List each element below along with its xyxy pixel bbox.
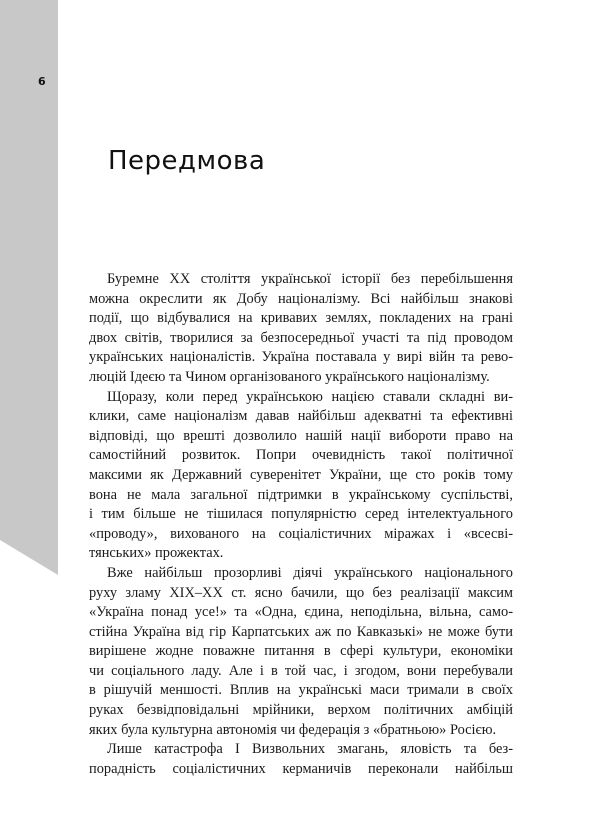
text-line: українських націоналістів. Україна поставала у вирі війн та рево-	[89, 349, 513, 366]
text-line: Щоразу, коли перед українською нацією ставали складні ви-	[107, 388, 513, 405]
text-line: двох світів, творилися за безпосередньої участі та під проводом	[89, 329, 513, 346]
text-line: руху зламу XIX–XX ст. ясно бачили, що без реалізації максим	[89, 584, 513, 601]
side-band	[0, 0, 58, 840]
text-line: «Україна понад усе!» та «Одна, єдина, неподільна, вільна, само-	[89, 604, 513, 621]
paragraph-3	[89, 564, 513, 740]
text-line: вирішене жодне поважне питання в сфері культури, економіки	[89, 643, 513, 660]
paragraph-1	[89, 270, 513, 388]
text-line: самостійний розвиток. Попри очевидність такої політичної	[89, 447, 513, 464]
text-line: чи соціального ладу. Але і в той час, і згодом, вони перебували	[89, 662, 513, 679]
text-line: і тим більше не тішилася популярністю серед інтелектуального	[89, 506, 513, 523]
text-line: події, що відбувалися на кривавих землях, покладених на грані	[89, 310, 513, 327]
body-text	[89, 270, 513, 779]
paragraph-4	[89, 740, 513, 779]
text-line: можна окреслити як Добу націоналізму. Всі найбільш знакові	[89, 290, 513, 307]
text-line: клики, саме націоналізм давав найбільш адекватні та ефективні	[89, 408, 513, 425]
text-line: порадність соціалістичних керманичів переконали найбільш	[89, 760, 513, 777]
text-line: Буремне XX століття української історії без перебільшення	[107, 271, 513, 287]
text-line: «проводу», вихованого на соціалістичних міражах і «всесві-	[89, 525, 513, 542]
page-number: 6	[38, 75, 46, 88]
text-line: максими як Державний суверенітет України, ще сто років тому	[89, 466, 513, 483]
text-line: Вже найбільш прозорливі діячі українського національного	[107, 564, 513, 581]
text-line: відповіді, що врешті дозволило нашій нації вибороти право на	[89, 427, 513, 444]
text-line: яких була культурна автономія чи федерація з «братньою» Росією.	[89, 721, 497, 738]
text-line: люцій Ідеєю та Чином організованого українського націоналізму.	[89, 368, 490, 385]
text-line: в рішучій меншості. Вплив на українські маси тримали в своїх	[89, 682, 513, 699]
page-title: Передмова	[108, 146, 266, 176]
paragraph-2	[89, 388, 513, 564]
text-line: тянських» прожектах.	[89, 545, 224, 562]
text-line: руках безвідповідальні мрійники, верхом політичних амбіцій	[89, 702, 513, 719]
text-line: Лише катастрофа І Визвольних змагань, яловість та без-	[107, 741, 513, 758]
text-line: стійна Україна від гір Карпатських аж по Кавказькі» не може бути	[89, 623, 513, 640]
band-shape	[0, 0, 58, 575]
text-line: вона не мала загальної підтримки в українському суспільстві,	[89, 486, 513, 503]
